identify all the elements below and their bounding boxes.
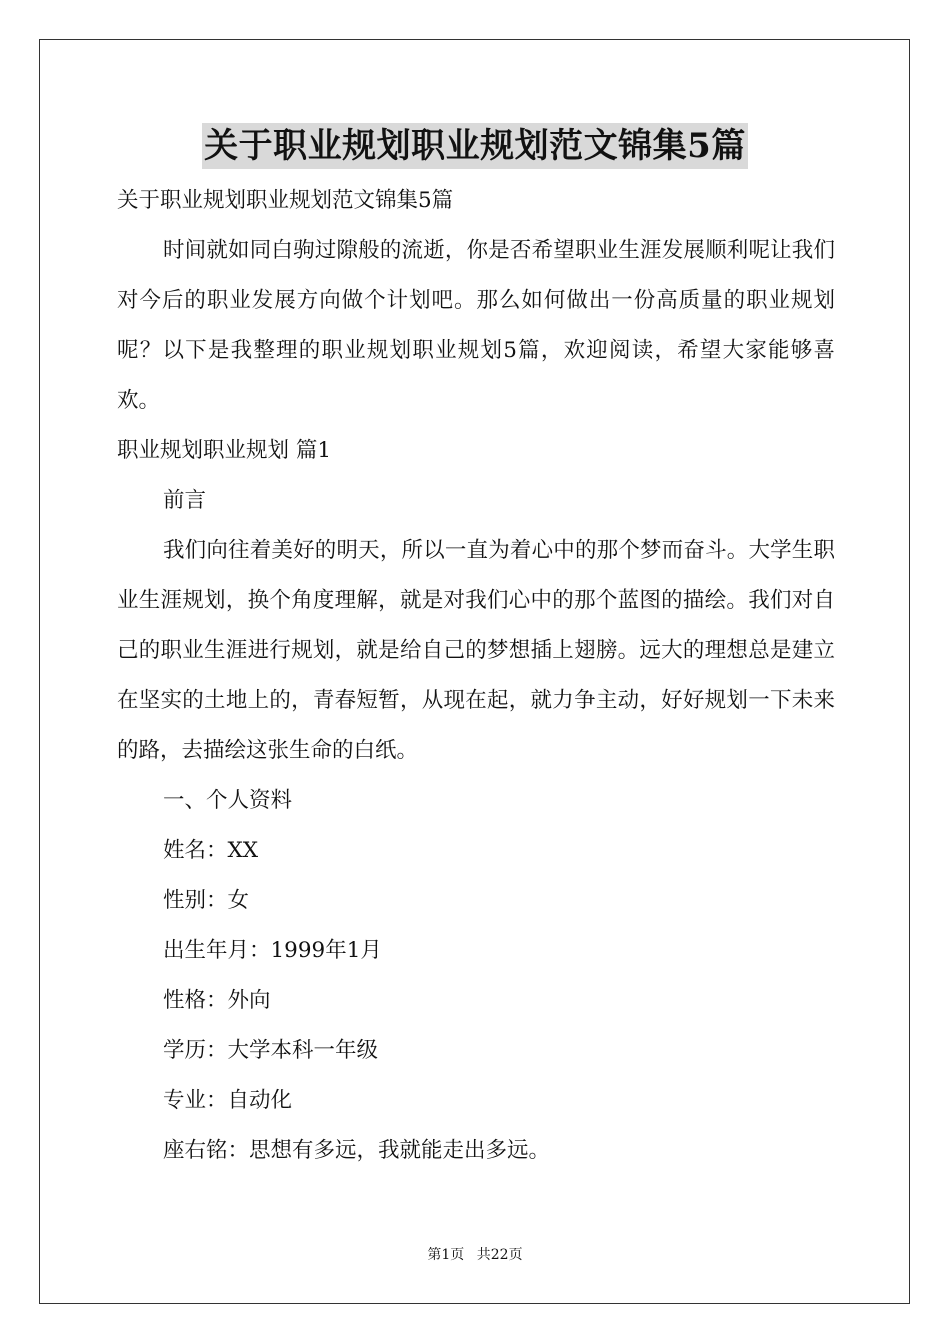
document-title: 关于职业规划职业规划范文锦集5篇 bbox=[202, 123, 748, 169]
info-item-motto: 座右铭：思想有多远，我就能走出多远。 bbox=[163, 1138, 551, 1163]
page-total: 共22页 bbox=[476, 1247, 523, 1263]
info-item-gender: 性别：女 bbox=[163, 888, 250, 913]
section-heading: 职业规划职业规划 篇1 bbox=[117, 438, 332, 463]
document-subtitle: 关于职业规划职业规划范文锦集5篇 bbox=[117, 188, 454, 213]
title-container bbox=[0, 123, 950, 169]
page-footer bbox=[0, 1244, 950, 1264]
info-heading: 一、个人资料 bbox=[163, 788, 293, 813]
page-number: 第1页 bbox=[427, 1247, 465, 1263]
info-item-personality: 性格：外向 bbox=[163, 988, 271, 1013]
info-item-major: 专业：自动化 bbox=[163, 1088, 293, 1113]
info-item-name: 姓名：XX bbox=[163, 838, 259, 863]
info-item-birth: 出生年月：1999年1月 bbox=[163, 938, 382, 963]
preface-label: 前言 bbox=[163, 488, 207, 513]
intro-paragraph: 时间就如同白驹过隙般的流逝，你是否希望职业生涯发展顺利呢让我们对今后的职业发展方向做个计划吧。那么如何做出一份高质量的职业规划呢？以下是我整理的职业规划职业规划5篇，欢迎阅读，希望大家能够喜欢。 bbox=[117, 238, 835, 413]
info-item-education: 学历：大学本科一年级 bbox=[163, 1038, 379, 1063]
preface-paragraph: 我们向往着美好的明天，所以一直为着心中的那个梦而奋斗。大学生职业生涯规划，换个角度理解，就是对我们心中的那个蓝图的描绘。我们对自己的职业生涯进行规划，就是给自己的梦想插上翅膀。远大的理想总是建立在坚实的土地上的，青春短暂，从现在起，就力争主动，好好规划一下未来的路，去描绘这张生命的白纸。 bbox=[117, 538, 835, 763]
document-body bbox=[117, 176, 835, 1176]
